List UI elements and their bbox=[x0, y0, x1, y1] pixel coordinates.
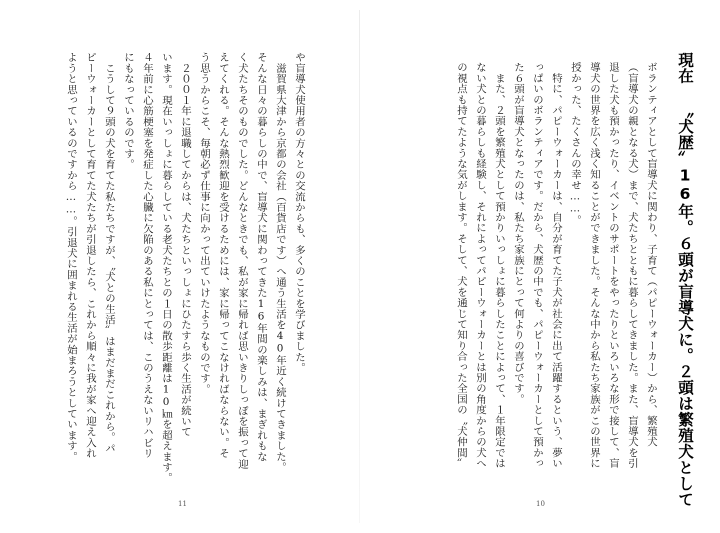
chapter-heading: 現在 〝犬歴〞16年。６頭が盲導犬に。２頭は繁殖犬として bbox=[676, 52, 694, 508]
body-line: います。現在いっしょに暮らしている老犬たちとの１日の散歩距離は10㎞を超えます。 bbox=[160, 52, 172, 484]
body-line: また、２頭を繁殖犬として預かりいっしょに暮らしたことによって、１年限定では bbox=[493, 62, 505, 469]
body-line: う思うからこそ、毎朝必ず仕事に向かって出ていけたようなものです。 bbox=[198, 52, 210, 395]
body-line: こうして９頭の犬を育てた私たちですが、〝犬との生活〞はまだまだこれから。パ bbox=[103, 52, 115, 454]
body-line: そんな日々の暮らしの中で、盲導犬に関わってきた16年間の楽しみは、まぎれもな bbox=[255, 52, 267, 462]
body-line: えてくれる。そんな熱烈歓迎を受けるためには、家に帰ってこなければならない。そ bbox=[217, 52, 229, 459]
body-line: た６頭が盲導犬となったのは、私たち家族にとって何よりの喜びです。 bbox=[512, 62, 524, 405]
body-line: ２００１年に退職してからは、犬たちといっしょにひたすら歩く生活が続いて bbox=[179, 52, 191, 438]
body-line: く犬たちそのものでした。どんなときでも、私が家に帰れば思いきりしっぽを振って迎 bbox=[236, 52, 248, 470]
body-line: 導犬の世界を広く浅く知ることができました。そんな中から私たち家族がこの世界に bbox=[588, 62, 600, 469]
body-line: ４年前に心筋梗塞を発症した心臓に欠陥のある私にとっては、このうえないリハビリ bbox=[141, 52, 153, 459]
page-number-right: 10 bbox=[536, 500, 545, 508]
page-gutter bbox=[359, 10, 360, 523]
body-line: の視点も持てたような気がします。そして、犬を通じて知り合った全国の〝犬仲間〞 bbox=[455, 62, 467, 469]
body-line: 授かった、たくさんの幸せ……。 bbox=[569, 62, 581, 226]
body-line: にもなっているのです。 bbox=[122, 52, 134, 170]
body-line: 滋賀県大津から京都の会社（百貨店です）へ通う生活を40年近く続けてきました。 bbox=[274, 52, 286, 473]
body-line: ボランティアとして盲導犬に関わり、子育て（パピーウォーカー）から、繁殖犬 bbox=[645, 62, 657, 448]
body-line: ピーウォーカーとして育てた犬たちが引退したら、これから順々に我が家へ迎え入れ bbox=[84, 52, 96, 459]
body-line: （盲導犬の親となる犬）まで、犬たちとともに暮らしてきました。また、盲導犬を引 bbox=[626, 62, 638, 469]
body-line: 特に、パピーウォーカーは、自分が育てた子犬が社会に出て活躍するという、夢い bbox=[550, 62, 562, 469]
body-line: や盲導犬使用者の方々との交流からも、多くのことを学びました。 bbox=[293, 52, 305, 373]
body-line: っぱいのボランティアです。だから、犬歴の中でも、パピーウォーカーとして預かっ bbox=[531, 62, 543, 469]
right-page-body bbox=[408, 62, 660, 492]
body-line: ない犬との暮らしも経験し、それによってパピーウォーカーとは別の角度からの犬へ bbox=[474, 62, 486, 469]
body-line: ようと思っているのですから……。引退犬に囲まれる生活が始まろうとしています。 bbox=[65, 52, 77, 462]
body-line: 退した犬も預かったり、イベントのサポートをやったりといろいろな形で接して、盲 bbox=[607, 62, 619, 469]
left-page-body bbox=[65, 52, 308, 492]
page-number-left: 11 bbox=[178, 500, 187, 508]
